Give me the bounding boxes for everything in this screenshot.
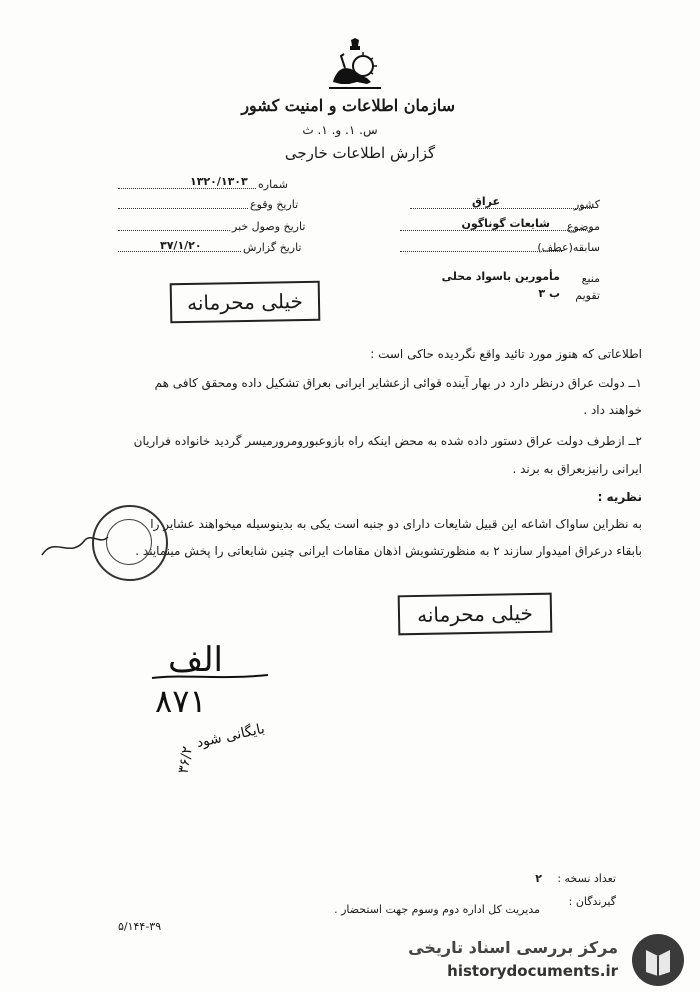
report-title: گزارش اطلاعات خارجی: [284, 144, 436, 162]
document-code: ۵/۱۴۴-۳۹: [118, 920, 162, 933]
number-line: [118, 188, 256, 189]
subject-line: [400, 230, 592, 231]
source-label: منبع: [581, 272, 600, 285]
seal-inner-ring: [106, 519, 152, 565]
handwritten-underline-icon: [150, 672, 270, 682]
item2-line-a: ۲ــ ازطرف دولت عراق دستور داده شده به محض اینکه راه بازوعبورومرورمیسر گردید خانواده فراریان: [133, 434, 642, 448]
item2-line-b: ایرانی رانیزبعراق به برند .: [512, 462, 642, 476]
recipients-label: گیرندگان :: [568, 895, 616, 908]
history-documents-logo-icon: [628, 930, 688, 990]
classification-stamp-middle: خیلی محرمانه: [398, 593, 553, 636]
number-value: ۱۳۲۰/۱۳۰۳: [190, 175, 248, 188]
opinion-line-b: بابقاء درعراق امیدوار سازند ۲ به منظورتشویش اذهان مقامات ایرانی چنین شایعاتی را پخش مینمایند .: [135, 544, 642, 558]
recipient-1: مدیریت کل اداره دوم وسوم جهت استحضار .: [334, 903, 540, 916]
handwritten-note-1: الف: [168, 640, 224, 680]
lion-and-sun-emblem-icon: [327, 38, 383, 94]
item1-line-a: ۱ــ دولت عراق درنظر دارد در بهار آینده قوائی ازعشایر ایرانی بعراق تشکیل داده ومحقق کافی هم: [154, 376, 642, 390]
subject-label: موضوع: [566, 220, 600, 233]
reference-line: [400, 251, 562, 252]
number-label: شماره: [258, 178, 289, 191]
copies-value: ۲: [535, 872, 542, 885]
received-date-label: تاریخ وصول خبر: [232, 220, 306, 233]
occurrence-date-line: [118, 208, 248, 209]
handwritten-note-4: ۳۶/۲: [175, 745, 196, 775]
opinion-label: نظریه :: [597, 490, 642, 504]
report-date-value: ۳۷/۱/۲۰: [160, 239, 202, 252]
serial-code: س. ۱. و. ۱. ث: [302, 123, 378, 137]
classification-stamp-top: خیلی محرمانه: [170, 281, 321, 324]
signature-scribble-icon: [40, 525, 110, 565]
received-date-line: [118, 230, 230, 231]
body-intro: اطلاعاتی که هنوز مورد تائید واقع نگردیده حاکی است :: [370, 347, 642, 361]
handwritten-note-2: ۸۷۱: [155, 682, 207, 720]
source-value: مأمورین باسواد محلی: [441, 270, 560, 283]
item1-line-b: خواهند داد .: [583, 403, 642, 417]
occurrence-date-label: تاریخ وقوع: [250, 198, 299, 211]
opinion-line-a: به نظراین ساواک اشاعه این قبیل شایعات دارای دو جنبه است یکی به بدینوسیله میخواهند عشایر را: [150, 517, 642, 531]
evaluation-value: ب ۳: [538, 287, 560, 300]
evaluation-label: تقویم: [575, 289, 600, 302]
watermark-text: مرکز بررسی اسناد تاریخی: [408, 938, 618, 957]
reference-label: سابقه(عطف): [537, 241, 600, 254]
country-label: کشور: [573, 198, 600, 211]
country-value: عراق: [472, 195, 500, 208]
handwritten-note-3: بایگانی شود: [195, 720, 267, 752]
subject-value: شایعات گوناگون: [461, 217, 550, 230]
report-date-label: تاریخ گزارش: [243, 241, 302, 254]
watermark-url[interactable]: historydocuments.ir: [447, 962, 618, 980]
organization-name: سازمان اطلاعات و امنیت کشور: [241, 96, 455, 115]
country-line: [410, 208, 592, 209]
copies-label: تعداد نسخه :: [557, 872, 616, 885]
